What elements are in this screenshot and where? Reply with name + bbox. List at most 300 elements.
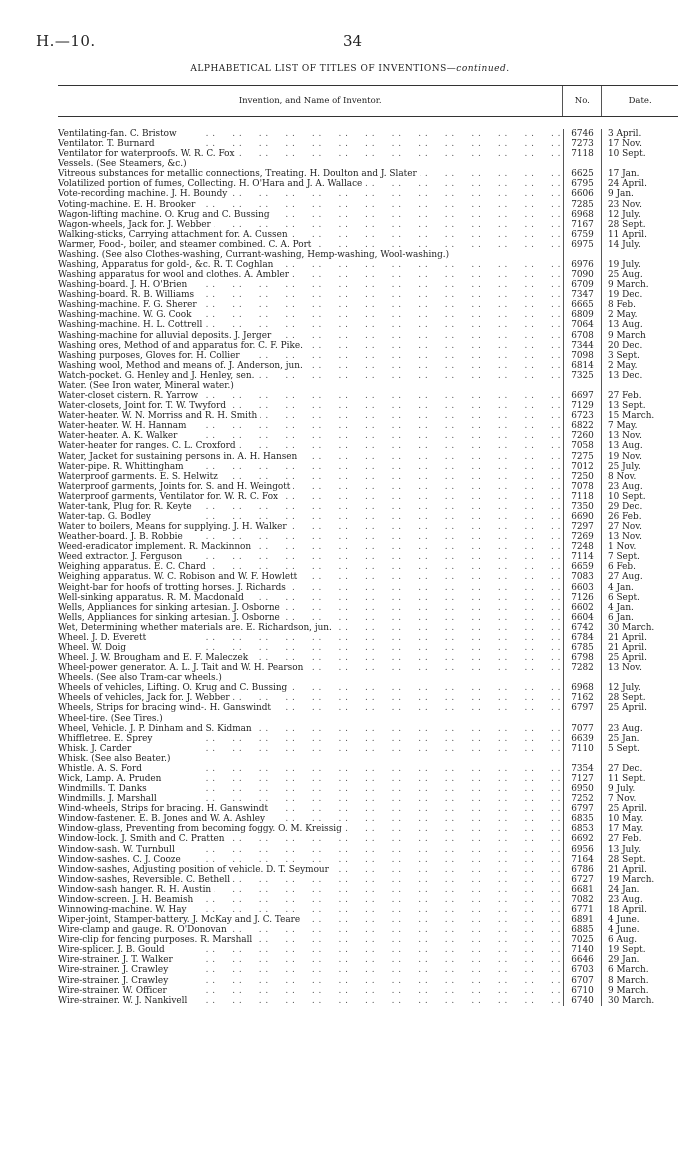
table-row <box>58 260 678 270</box>
invention-title: Whiffletree. E. Sprey <box>58 734 155 744</box>
invention-title: Water to boilers, Means for supplying. J. H. Walker <box>58 522 290 532</box>
patent-date: 9 March. <box>608 985 649 996</box>
invention-title: Washing purposes, Gloves for. H. Collier <box>58 351 243 361</box>
patent-date: 30 March. <box>608 995 655 1006</box>
patent-date: 29 Dec. <box>608 501 643 512</box>
table-body <box>58 117 678 1006</box>
invention-title: Volatilized portion of fumes, Collecting. H. O'Hara and J. A. Wallace <box>58 179 365 189</box>
invention-cell <box>58 452 564 462</box>
column-header-invention: Invention, and Name of Inventor. <box>58 86 563 116</box>
patent-date: 10 May. <box>608 814 644 825</box>
patent-number <box>564 159 602 169</box>
patent-date: 6 Aug. <box>608 935 638 946</box>
patent-number: 7162 <box>564 693 602 703</box>
patent-number: 6976 <box>564 260 602 270</box>
patent-number: 7058 <box>564 441 602 451</box>
invention-cell <box>58 532 564 542</box>
table-row <box>58 603 678 613</box>
table-row <box>58 300 678 310</box>
invention-title: Whisk. (See also Beater.) <box>58 754 173 764</box>
table-row <box>58 240 678 250</box>
table-row <box>58 855 678 865</box>
invention-cell <box>58 129 564 139</box>
table-row <box>58 522 678 532</box>
table-row <box>58 431 678 441</box>
table-row <box>58 663 678 673</box>
patent-number: 7118 <box>564 149 602 159</box>
invention-title: Washing-machine. W. G. Cook <box>58 310 194 320</box>
patent-number <box>564 250 602 260</box>
invention-cell <box>58 744 564 754</box>
patent-date: 17 Jan. <box>608 169 640 180</box>
table-row <box>58 754 678 764</box>
patent-number: 6797 <box>564 703 602 713</box>
invention-cell <box>58 703 564 713</box>
patent-number: 6795 <box>564 179 602 189</box>
invention-title: Window-sash. W. Turnbull <box>58 845 178 855</box>
patent-date: 28 Sept. <box>608 693 646 704</box>
table-row <box>58 371 678 381</box>
table-row <box>58 502 678 512</box>
patent-number: 6659 <box>564 562 602 572</box>
invention-cell <box>58 603 564 613</box>
invention-cell <box>58 572 564 582</box>
invention-title: Window-fastener. E. B. Jones and W. A. Ashley <box>58 814 268 824</box>
invention-cell <box>58 955 564 965</box>
patent-number: 7260 <box>564 431 602 441</box>
invention-title: Water, Jacket for sustaining persons in. A. H. Hansen <box>58 452 300 462</box>
patent-number: 6606 <box>564 189 602 199</box>
patent-date: 19 Nov. <box>608 451 643 462</box>
section-reference: H.—10. <box>36 32 96 50</box>
invention-title: Water-heater. A. K. Walker <box>58 431 180 441</box>
patent-number: 6975 <box>564 240 602 250</box>
invention-cell <box>58 623 564 633</box>
invention-cell <box>58 905 564 915</box>
table-row <box>58 210 678 220</box>
patent-date: 4 June. <box>608 915 640 926</box>
invention-cell <box>58 260 564 270</box>
patent-number: 6639 <box>564 734 602 744</box>
invention-title: Vote-recording machine. J. H. Boundy <box>58 189 230 199</box>
patent-number <box>564 714 602 724</box>
invention-title: Waterproof garments. E. S. Helwitz <box>58 472 221 482</box>
patent-date: 25 April. <box>608 703 647 714</box>
patent-date: 27 Nov. <box>608 522 643 533</box>
patent-date: 23 Aug. <box>608 894 643 905</box>
invention-title: Water-closet cistern. R. Yarrow <box>58 391 201 401</box>
table-row <box>58 885 678 895</box>
invention-cell <box>58 593 564 603</box>
patent-number: 6646 <box>564 955 602 965</box>
patent-date <box>602 754 678 764</box>
invention-cell <box>58 270 564 280</box>
patent-number: 7269 <box>564 532 602 542</box>
patent-date: 6 Jan. <box>608 612 634 623</box>
patent-number: 6690 <box>564 512 602 522</box>
invention-cell <box>58 552 564 562</box>
patent-number: 6604 <box>564 613 602 623</box>
invention-title: Wheel, Vehicle. J. P. Dinham and S. Kidman <box>58 724 255 734</box>
patent-number: 7354 <box>564 764 602 774</box>
invention-title: Wire-strainer. W. J. Nankivell <box>58 996 190 1006</box>
table-row <box>58 552 678 562</box>
patent-date: 25 April. <box>608 804 647 815</box>
patent-number: 7098 <box>564 351 602 361</box>
patent-number <box>564 754 602 764</box>
invention-cell <box>58 562 564 572</box>
invention-title: Whistle. A. S. Ford <box>58 764 145 774</box>
table-row <box>58 583 678 593</box>
invention-cell <box>58 683 564 693</box>
patent-date: 12 July. <box>608 209 641 220</box>
patent-date: 13 Aug. <box>608 320 643 331</box>
invention-cell <box>58 784 564 794</box>
table-row <box>58 875 678 885</box>
table-row <box>58 965 678 975</box>
invention-title: Wire-clamp and gauge. R. O'Donovan <box>58 925 230 935</box>
invention-title: Ventilator. T. Burnard <box>58 139 158 149</box>
patent-date: 10 Sept. <box>608 491 646 502</box>
invention-cell <box>58 462 564 472</box>
patent-number: 6891 <box>564 915 602 925</box>
table-row <box>58 703 678 713</box>
table-row <box>58 945 678 955</box>
invention-cell <box>58 361 564 371</box>
patent-date: 11 Sept. <box>608 774 646 784</box>
patent-date: 13 Dec. <box>608 370 643 381</box>
table-row <box>58 895 678 905</box>
invention-title: Window-sashes. C. J. Cooze <box>58 855 184 865</box>
invention-title: Washing wool, Method and means of. J. Anderson, jun. <box>58 361 306 371</box>
patent-number: 7082 <box>564 895 602 905</box>
patent-number: 7167 <box>564 220 602 230</box>
patent-date: 19 March. <box>608 874 655 885</box>
patent-number: 7114 <box>564 552 602 562</box>
invention-cell <box>58 794 564 804</box>
patent-number: 7275 <box>564 452 602 462</box>
invention-cell <box>58 633 564 643</box>
invention-title: Waterproof garments, Ventilator for. W. R. C. Fox <box>58 492 281 502</box>
patent-date: 11 April. <box>608 229 647 240</box>
patent-number: 6797 <box>564 804 602 814</box>
table-row <box>58 683 678 693</box>
invention-title: Water-heater. W. N. Morriss and R. H. Smith <box>58 411 260 421</box>
invention-cell <box>58 613 564 623</box>
invention-cell <box>58 693 564 703</box>
table-row <box>58 925 678 935</box>
patent-date: 26 Feb. <box>608 511 642 522</box>
invention-cell <box>58 673 564 683</box>
invention-cell <box>58 724 564 734</box>
invention-title: Washing-machine for alluvial deposits. J. Jerger <box>58 331 274 341</box>
invention-cell <box>58 583 564 593</box>
table-row <box>58 976 678 986</box>
invention-title: Wheel. J. D. Everett <box>58 633 149 643</box>
table-row <box>58 462 678 472</box>
invention-title: Wet, Determining whether materials are. E. Richardson, jun. <box>58 623 335 633</box>
invention-title: Wire-splicer. J. B. Gould <box>58 945 168 955</box>
invention-title: Window-lock. J. Smith and C. Pratten <box>58 834 228 844</box>
invention-title: Washing-board. R. B. Williams <box>58 290 197 300</box>
table-row <box>58 986 678 996</box>
invention-cell <box>58 925 564 935</box>
table-row <box>58 562 678 572</box>
invention-title: Washing-board. J. H. O'Brien <box>58 280 190 290</box>
patent-number: 6822 <box>564 421 602 431</box>
patent-number: 7325 <box>564 371 602 381</box>
table-row <box>58 693 678 703</box>
table-row <box>58 824 678 834</box>
patent-date: 6 Sept. <box>608 592 640 603</box>
invention-cell <box>58 331 564 341</box>
invention-title: Window-screen. J. H. Beamish <box>58 895 196 905</box>
invention-cell <box>58 492 564 502</box>
table-row <box>58 200 678 210</box>
invention-cell <box>58 976 564 986</box>
invention-cell <box>58 653 564 663</box>
invention-cell <box>58 250 564 260</box>
patent-date: 7 Sept. <box>608 552 640 563</box>
patent-date: 21 April. <box>608 642 647 653</box>
patent-date: 13 Nov. <box>608 431 643 442</box>
table-row <box>58 814 678 824</box>
patent-date: 4 Jan. <box>608 582 634 593</box>
table-row <box>58 270 678 280</box>
table-row <box>58 441 678 451</box>
patent-number: 7078 <box>564 482 602 492</box>
patent-date: 13 Nov. <box>608 532 643 543</box>
invention-cell <box>58 169 564 179</box>
invention-cell <box>58 734 564 744</box>
invention-cell <box>58 310 564 320</box>
patent-date: 13 Sept. <box>608 401 646 412</box>
patent-number: 7350 <box>564 502 602 512</box>
table-row <box>58 996 678 1006</box>
patent-date: 17 Nov. <box>608 139 643 150</box>
patent-date <box>602 714 678 724</box>
invention-title: Water-tank, Plug for. R. Keyte <box>58 502 195 512</box>
invention-title: Wheels of vehicles, Lifting. O. Krug and C. Bussing <box>58 683 290 693</box>
table-row <box>58 230 678 240</box>
patent-date: 24 Jan. <box>608 884 640 895</box>
table-row <box>58 310 678 320</box>
invention-cell <box>58 482 564 492</box>
list-title-suffix: continued. <box>456 64 510 74</box>
invention-title: Wheels of vehicles, Jack for. J. Webber <box>58 693 233 703</box>
table-row <box>58 351 678 361</box>
invention-title: Washing apparatus for wool and clothes. A. Ambler <box>58 270 292 280</box>
table-row <box>58 774 678 784</box>
invention-cell <box>58 855 564 865</box>
patent-date: 4 June. <box>608 925 640 936</box>
invention-cell <box>58 391 564 401</box>
table-row <box>58 391 678 401</box>
table-row <box>58 744 678 754</box>
column-header-date: Date. <box>628 96 652 106</box>
patent-number: 6707 <box>564 976 602 986</box>
invention-cell <box>58 159 564 169</box>
patent-date <box>602 673 678 683</box>
patent-number: 7064 <box>564 320 602 330</box>
patent-date: 9 March. <box>608 280 649 291</box>
patent-number <box>564 673 602 683</box>
patent-date: 14 July. <box>608 239 641 250</box>
patent-number: 6727 <box>564 875 602 885</box>
invention-cell <box>58 764 564 774</box>
table-row <box>58 542 678 552</box>
table-row <box>58 280 678 290</box>
patent-number: 7110 <box>564 744 602 754</box>
patent-date: 21 April. <box>608 864 647 875</box>
patent-date: 28 Sept. <box>608 854 646 865</box>
invention-cell <box>58 351 564 361</box>
table-row <box>58 159 678 169</box>
table-row <box>58 794 678 804</box>
patent-number: 6784 <box>564 633 602 643</box>
invention-title: Wire-strainer. J. Crawley <box>58 976 171 986</box>
invention-title: Wells, Appliances for sinking artesian. J. Osborne <box>58 613 283 623</box>
invention-title: Ventilator for waterproofs. W. R. C. Fox <box>58 149 237 159</box>
invention-cell <box>58 824 564 834</box>
table-row <box>58 613 678 623</box>
invention-title: Window-sash hanger. R. H. Austin <box>58 885 214 895</box>
invention-cell <box>58 885 564 895</box>
table-row <box>58 129 678 139</box>
patent-number: 7129 <box>564 401 602 411</box>
patent-number: 6625 <box>564 169 602 179</box>
invention-title: Watch-pocket. G. Henley and J. Henley, sen. <box>58 371 257 381</box>
patent-date: 19 Sept. <box>608 945 646 956</box>
invention-cell <box>58 945 564 955</box>
patent-date: 9 July. <box>608 784 636 795</box>
patent-number: 6665 <box>564 300 602 310</box>
invention-title: Wick, Lamp. A. Pruden <box>58 774 164 784</box>
patent-date: 2 May. <box>608 310 638 321</box>
patent-number: 6603 <box>564 583 602 593</box>
patent-date <box>602 381 678 391</box>
table-row <box>58 643 678 653</box>
patent-number: 6968 <box>564 683 602 693</box>
patent-number: 6740 <box>564 996 602 1006</box>
table-row <box>58 139 678 149</box>
patent-date: 20 Dec. <box>608 340 643 351</box>
patent-number: 6602 <box>564 603 602 613</box>
patent-number: 7164 <box>564 855 602 865</box>
invention-cell <box>58 139 564 149</box>
table-row <box>58 169 678 179</box>
table-row <box>58 320 678 330</box>
patent-number: 7090 <box>564 270 602 280</box>
invention-cell <box>58 804 564 814</box>
patent-date: 8 Nov. <box>608 471 637 482</box>
table-row <box>58 724 678 734</box>
table-row <box>58 179 678 189</box>
table-row <box>58 845 678 855</box>
patent-number: 6709 <box>564 280 602 290</box>
invention-title: Warmer, Food-, boiler, and steamer combined. C. A. Port <box>58 240 314 250</box>
patent-date: 5 Sept. <box>608 743 640 754</box>
patent-date: 23 Aug. <box>608 723 643 734</box>
invention-cell <box>58 149 564 159</box>
table-row <box>58 452 678 462</box>
invention-title: Wheel-tire. (See Tires.) <box>58 714 166 724</box>
table-row <box>58 593 678 603</box>
patent-number: 7012 <box>564 462 602 472</box>
invention-cell <box>58 230 564 240</box>
table-row <box>58 361 678 371</box>
table-row <box>58 623 678 633</box>
patent-date: 3 April. <box>608 129 642 139</box>
table-row <box>58 411 678 421</box>
patent-number: 6885 <box>564 925 602 935</box>
patent-number: 6742 <box>564 623 602 633</box>
invention-cell <box>58 643 564 653</box>
invention-title: Window-sashes, Adjusting position of vehicle. D. T. Seymour <box>58 865 332 875</box>
patent-date: 27 Feb. <box>608 834 642 845</box>
invention-cell <box>58 189 564 199</box>
invention-title: Wagon-lifting machine. O. Krug and C. Bussing <box>58 210 273 220</box>
invention-title: Wire-clip for fencing purposes. R. Marshall <box>58 935 255 945</box>
patent-number: 6853 <box>564 824 602 834</box>
patent-date: 6 Feb. <box>608 562 636 573</box>
patent-date: 2 May. <box>608 360 638 371</box>
patent-date: 17 May. <box>608 824 644 835</box>
table-row <box>58 401 678 411</box>
table-row <box>58 421 678 431</box>
invention-title: Voting-machine. E. H. Brooker <box>58 200 198 210</box>
invention-cell <box>58 915 564 925</box>
patent-number: 7025 <box>564 935 602 945</box>
table-row <box>58 764 678 774</box>
patent-date: 25 Aug. <box>608 270 643 281</box>
invention-cell <box>58 865 564 875</box>
invention-title: Wheels, Strips for bracing wind-. H. Ganswindt <box>58 703 274 713</box>
table-row <box>58 472 678 482</box>
invention-cell <box>58 845 564 855</box>
invention-cell <box>58 240 564 250</box>
invention-cell <box>58 502 564 512</box>
invention-cell <box>58 935 564 945</box>
patent-date: 23 Aug. <box>608 481 643 492</box>
table-row <box>58 492 678 502</box>
table-header <box>58 85 678 117</box>
invention-title: Well-sinking apparatus. R. M. Macdonald <box>58 593 247 603</box>
invention-cell <box>58 200 564 210</box>
patent-number: 6968 <box>564 210 602 220</box>
patent-date: 27 Dec. <box>608 763 643 774</box>
patent-date: 25 July. <box>608 461 641 472</box>
table-row <box>58 865 678 875</box>
invention-title: Wagon-wheels, Jack for. J. Webber <box>58 220 214 230</box>
invention-title: Wells, Appliances for sinking artesian. J. Osborne <box>58 603 283 613</box>
patent-date: 6 March. <box>608 965 649 976</box>
table-row <box>58 290 678 300</box>
invention-cell <box>58 371 564 381</box>
patent-number: 7285 <box>564 200 602 210</box>
patent-number: 7273 <box>564 139 602 149</box>
invention-title: Wire-strainer. J. T. Walker <box>58 955 176 965</box>
invention-title: Waterproof garments, Joints for. S. and H. Weingott <box>58 482 293 492</box>
invention-cell <box>58 996 564 1006</box>
invention-title: Ventilating-fan. C. Bristow <box>58 129 180 139</box>
patent-number: 6771 <box>564 905 602 915</box>
patent-date: 12 July. <box>608 683 641 694</box>
patent-date: 27 Feb. <box>608 391 642 402</box>
invention-title: Water-pipe. R. Whittingham <box>58 462 187 472</box>
patent-number: 7083 <box>564 572 602 582</box>
invention-cell <box>58 421 564 431</box>
